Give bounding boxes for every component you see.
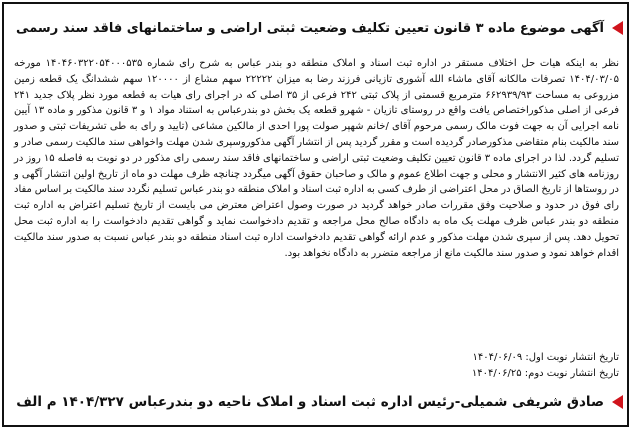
notice-footer [10, 389, 623, 415]
first-publication-date: تاریخ انتشار نوبت اول: ۱۴۰۴/۰۶/۰۹ [472, 352, 619, 363]
notice-header [10, 14, 623, 42]
second-publication-date: تاریخ انتشار نوبت دوم: ۱۴۰۴/۰۶/۲۵ [471, 368, 619, 379]
signature-line: صادق شریفی شمیلی-رئیس اداره ثبت اسناد و املاک ناحیه دو بندرعباس ۱۴۰۴/۳۲۷ م الف [16, 394, 604, 410]
red-triangle-icon [612, 21, 623, 35]
notice-body: نظر به اینکه هیات حل اختلاف مستقر در اداره ثبت اسناد و املاک منطقه دو بندر عباس به شرح رای شماره ۱۴۰۴۶۰۳۲۲۰۵۴۰۰۰۵۳۵ مورخه ۱۴۰۴/۰۳/۰۵ تصرفات مالکانه آقای ماشاء الله آشوری تازیانی فرزند رضا به میزان ۲۲۲۲۲ سهم مشاع از ۱۲۰۰۰۰ سهم ششدانگ یک قطعه زمین مزروعی به مساحت ۶۶۲۹۳۹/۹۳ مترمربع قسمتی از پلاک ثبتی ۲۴۲ فرعی از ۳۵ اصلی که در اجرای رای هیات به قطعه مورد نظر پلاک جدید ۲۴۱ فرعی از اصلی مذکوراختصاص یافت واقع در روستای تازیان - شهرو قطعه یک بخش دو بندرعباس به استناد مواد ۱ و ۳ قانون مذکور و ماده ۱۳ آیین نامه اجرایی آن به جهت فوت مالک رسمی مرحوم آقای /خانم شهپر صولت پورا احدی از مالکین مشاعی (تایید و رای به طی تشریفات ثبتی و صدور سند مالکیت بنام متقاضی مذکورصادر گردیده است و مقرر گردید پس از انتشار آگهی مذکوروسپری شدن مهلت واخواهی سند مالکیت رسمی صادر و تسلیم گردد. لذا در اجرای ماده ۳ قانون تعیین تکلیف وضعیت ثبتی اراضی و ساختمانهای فاقد سند رسمی رای مذکور در دو نوبت به فاصله ۱۵ روز در روزنامه های کثیر الانتشار و محلی و جهت اطلاع عموم و مالک و صاحبان حقوق آگهی میگردد چنانچه ظرف مهلت دو ماه از تاریخ اولین انتشار آگهی و در روستاها از تاریخ الصاق در محل اعتراضی از طرف کسی به اداره ثبت اسناد و املاک منطقه دو بندر عباس تسلیم نگردد سند مالکیت بر اساس مفاد رای فوق در حدود و صلاحیت وفق مقررات صادر خواهد گردید در صورت وصول اعتراض معترض می بایست از تاریخ تسلیم اعتراض به اداره ثبت منطقه دو بندر عباس ظرف مهلت یک ماه به دادگاه صالح محل مراجعه و تقدیم دادخواست نماید و گواهی تقدیم دادخواست را به اداره ثبت محل تحویل دهد. پس از سپری شدن مهلت مذکور و عدم ارائه گواهی تقدیم دادخواست اداره ثبت اسناد منطقه دو بندر عباس نسبت به صدور سند مالکیت اقدام خواهد نمود و صدور سند مالکیت مانع از مراجعه متضرر به دادگاه نخواهد بود. [14, 58, 620, 259]
notice-title: آگهی موضوع ماده ۳ قانون تعیین تکلیف وضعیت ثبتی اراضی و ساختمانهای فاقد سند رسمی [16, 20, 604, 36]
red-triangle-icon [612, 395, 623, 409]
publication-dates [472, 350, 619, 382]
